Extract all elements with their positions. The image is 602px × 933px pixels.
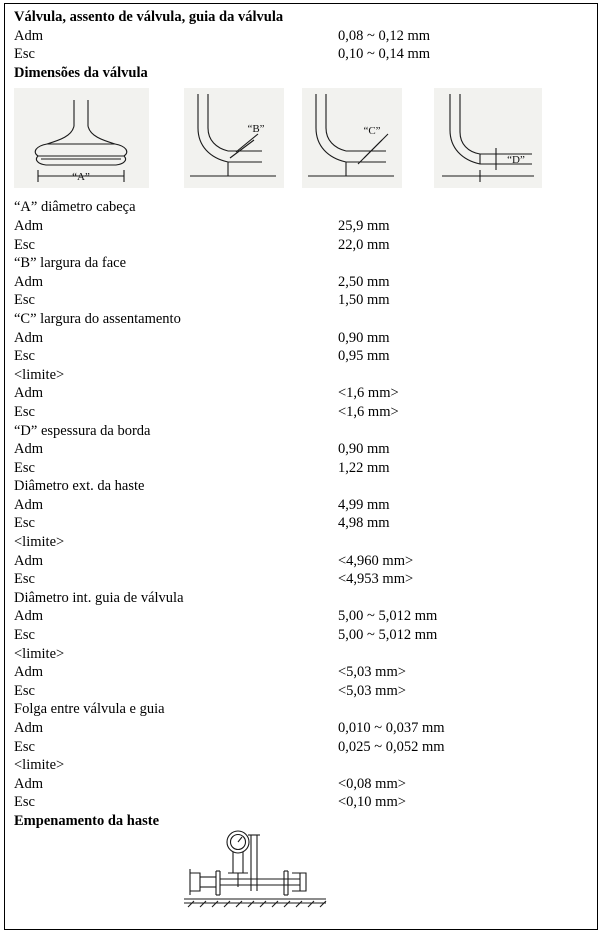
- row-label: Esc: [14, 236, 35, 253]
- table-row: [14, 496, 588, 515]
- spec-subheading: <limite>: [14, 366, 65, 383]
- table-row: [14, 27, 588, 46]
- figure-label-b: “B”: [247, 123, 265, 136]
- table-row: [14, 719, 588, 738]
- row-label: Adm: [14, 552, 43, 569]
- document-content: [14, 8, 588, 919]
- table-row: [14, 347, 588, 366]
- row-value: 5,00 ~ 5,012 mm: [338, 608, 438, 625]
- table-row: [14, 775, 588, 794]
- table-row: [14, 403, 588, 422]
- row-value: <4,953 mm>: [338, 571, 414, 588]
- row-value: 1,50 mm: [338, 292, 390, 309]
- row-value: <1,6 mm>: [338, 385, 399, 402]
- row-label: Esc: [14, 571, 35, 588]
- figure-b-svg: [184, 88, 284, 188]
- row-label: Esc: [14, 292, 35, 309]
- row-label: Adm: [14, 720, 43, 736]
- section-title-stem-runout: Empenamento da haste: [14, 812, 160, 829]
- spec-subheading: Diâmetro ext. da haste: [14, 478, 145, 495]
- row-value: 0,90 mm: [338, 329, 390, 346]
- figure-seat-width-c: [302, 88, 402, 188]
- row-label: Adm: [14, 329, 43, 346]
- row-value: 2,50 mm: [338, 273, 390, 290]
- row-label: Adm: [14, 385, 43, 402]
- spec-subheading: “D” espessura da borda: [14, 422, 151, 439]
- row-value: <0,08 mm>: [338, 775, 406, 792]
- stem-runout-figure-wrap: [14, 833, 588, 919]
- table-row: [14, 217, 588, 236]
- section-title-dimensions: Dimensões da válvula: [14, 64, 148, 81]
- row-value: <5,03 mm>: [338, 682, 406, 699]
- figure-c-svg: [302, 88, 402, 188]
- spec-subheading: Folga entre válvula e guia: [14, 701, 165, 718]
- spec-subheading: <limite>: [14, 534, 65, 551]
- table-row: [14, 236, 588, 255]
- spec-subheading: Diâmetro int. guia de válvula: [14, 589, 184, 606]
- row-value: <4,960 mm>: [338, 552, 414, 569]
- table-row: [14, 607, 588, 626]
- figure-label-a: “A”: [72, 171, 90, 184]
- spec-subheading: <limite>: [14, 757, 65, 774]
- table-row: [14, 440, 588, 459]
- row-value: 22,0 mm: [338, 236, 390, 253]
- table-row: [14, 738, 588, 757]
- row-label: Adm: [14, 441, 43, 458]
- figure-valve-face-b: [184, 88, 284, 188]
- row-label: Adm: [14, 608, 43, 625]
- row-label: Esc: [14, 627, 35, 644]
- spec-subheading: <limite>: [14, 645, 65, 662]
- figure-valve-head-a: [14, 88, 149, 188]
- row-label: Esc: [14, 403, 35, 420]
- row-label: Adm: [14, 217, 43, 234]
- row-value: 0,08 ~ 0,12 mm: [338, 27, 431, 44]
- figure-label-d: “D”: [507, 154, 525, 167]
- table-row: [14, 682, 588, 701]
- figure-margin-thickness-d: [434, 88, 542, 188]
- table-row: [14, 663, 588, 682]
- row-value: 0,95 mm: [338, 348, 390, 365]
- table-row: [14, 273, 588, 292]
- table-row: [14, 626, 588, 645]
- valve-diagram-strip: [14, 88, 588, 188]
- row-label: Esc: [14, 459, 35, 476]
- table-row: [14, 291, 588, 310]
- row-value: 1,22 mm: [338, 459, 390, 476]
- table-row: [14, 384, 588, 403]
- row-label: Esc: [14, 794, 35, 811]
- table-row: [14, 459, 588, 478]
- row-label: Adm: [14, 775, 43, 792]
- row-label: Esc: [14, 738, 35, 755]
- row-value: 0,90 mm: [338, 441, 390, 458]
- row-value: 5,00 ~ 5,012 mm: [338, 627, 438, 644]
- spec-subheading: “A” diâmetro cabeça: [14, 199, 136, 216]
- row-value: 25,9 mm: [338, 217, 390, 234]
- figure-label-c: “C”: [363, 125, 381, 138]
- figure-d-svg: [434, 88, 542, 188]
- row-value: 0,025 ~ 0,052 mm: [338, 738, 445, 755]
- row-value: 4,99 mm: [338, 496, 390, 513]
- table-row: [14, 570, 588, 589]
- row-label: Esc: [14, 46, 35, 63]
- row-label: Esc: [14, 348, 35, 365]
- row-label: Adm: [14, 664, 43, 681]
- table-row: [14, 329, 588, 348]
- section-title-valve: Válvula, assento de válvula, guia da válvula: [14, 9, 284, 25]
- figure-a-svg: [14, 88, 149, 188]
- row-value: 4,98 mm: [338, 515, 390, 532]
- figure-gauge-svg: [180, 829, 330, 915]
- row-label: Esc: [14, 515, 35, 532]
- row-label: Adm: [14, 273, 43, 290]
- row-value: 0,10 ~ 0,14 mm: [338, 46, 431, 63]
- table-row: [14, 514, 588, 533]
- row-value: 0,010 ~ 0,037 mm: [338, 720, 445, 736]
- row-value: <5,03 mm>: [338, 664, 406, 681]
- row-value: <1,6 mm>: [338, 403, 399, 420]
- table-row: [14, 793, 588, 812]
- spec-subheading: “C” largura do assentamento: [14, 310, 181, 327]
- spec-list: [14, 198, 588, 812]
- table-row: [14, 45, 588, 64]
- table-row: [14, 552, 588, 571]
- row-label: Adm: [14, 27, 43, 44]
- spec-subheading: “B” largura da face: [14, 255, 127, 272]
- row-label: Esc: [14, 682, 35, 699]
- figure-dial-gauge-setup: [180, 829, 330, 920]
- row-label: Adm: [14, 496, 43, 513]
- row-value: <0,10 mm>: [338, 794, 406, 811]
